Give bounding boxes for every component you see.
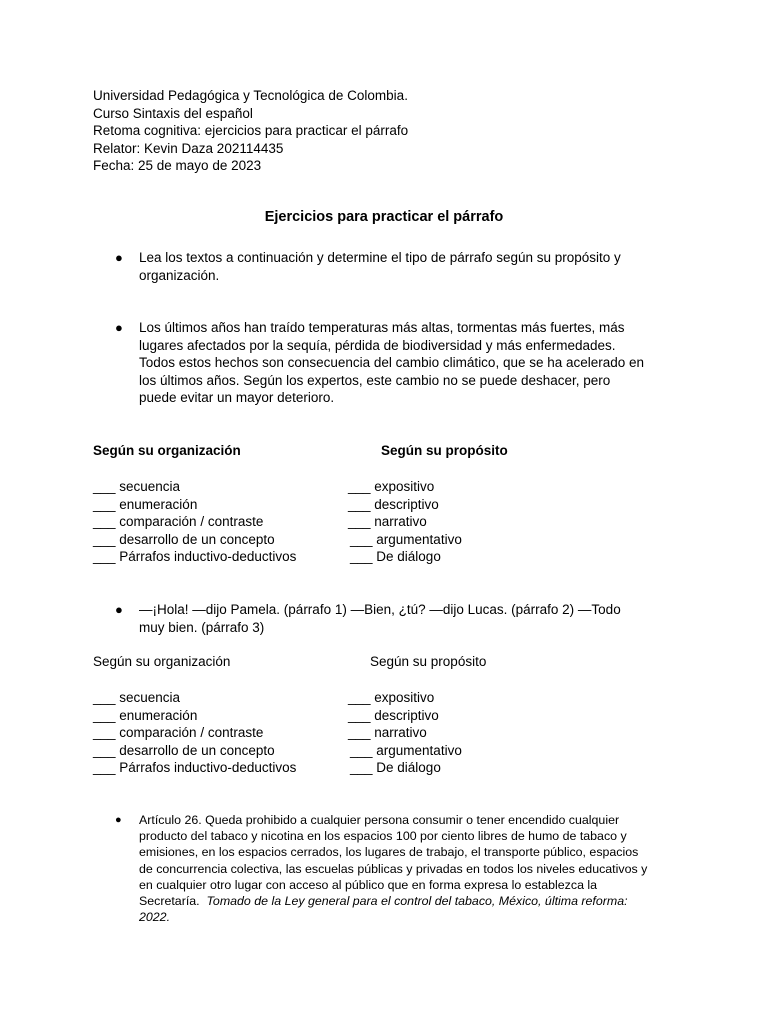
- exercise1-org-option[interactable]: ___ enumeración: [93, 496, 198, 512]
- exercise2-line: —¡Hola! —dijo Pamela. (párrafo 1) —Bien, ¿tú? —dijo Lucas. (párrafo 2) —Todo: [139, 602, 621, 617]
- exercise3-plain-text: Secretaría.: [139, 894, 200, 908]
- exercise2-org-option[interactable]: ___ secuencia: [93, 690, 181, 705]
- exercise1-line: los últimos años. Según los expertos, este cambio no se puede deshacer, pero: [139, 372, 611, 388]
- exercise1-org-option[interactable]: ___ Párrafos inductivo-deductivos: [93, 549, 297, 565]
- exercise2-purpose-option[interactable]: ___ argumentativo: [350, 742, 462, 758]
- exercise2-org-option[interactable]: ___ comparación / contraste: [93, 725, 264, 741]
- exercise1-org-heading: Según su organización: [93, 443, 241, 458]
- header-date: Fecha: 25 de mayo de 2023: [93, 158, 262, 174]
- exercise2-purpose-option[interactable]: ___ De diálogo: [350, 760, 441, 776]
- exercise1-purpose-option[interactable]: ___ narrativo: [348, 514, 427, 530]
- exercise1-line: Los últimos años han traído temperaturas más altas, tormentas más fuertes, más: [139, 320, 625, 335]
- exercise1-line: puede evitar un mayor deterioro.: [139, 390, 335, 406]
- instruction-line: organización.: [139, 267, 220, 283]
- instruction-line: Lea los textos a continuación y determine el tipo de párrafo según su propósito y: [139, 250, 621, 265]
- exercise2-org-option[interactable]: ___ Párrafos inductivo-deductivos: [93, 760, 297, 776]
- header-author: Relator: Kevin Daza 202114435: [93, 140, 284, 156]
- exercise1-purpose-option[interactable]: ___ De diálogo: [350, 549, 441, 565]
- exercise2-purpose-option[interactable]: ___ descriptivo: [348, 707, 439, 723]
- exercise3-source-citation: Tomado de la Ley general para el control del tabaco, México, última reforma:: [206, 894, 628, 908]
- exercise3-line: producto del tabaco y nicotina en los espacios 100 por ciento libres de humo de tabaco y: [139, 829, 627, 844]
- exercise3-line: emisiones, en los espacios cerrados, los lugares de trabajo, el transporte público, espacios: [139, 845, 639, 860]
- exercise1-line: Todos estos hechos son consecuencia del cambio climático, que se ha acelerado en: [139, 355, 645, 371]
- exercise3-line: [139, 893, 628, 909]
- bullet-icon: ●: [115, 602, 123, 617]
- exercise1-line: lugares afectados por la sequía, pérdida de biodiversidad y más enfermedades.: [139, 337, 616, 353]
- exercise2-purpose-option[interactable]: ___ narrativo: [348, 725, 427, 741]
- exercise2-line: muy bien. (párrafo 3): [139, 619, 265, 635]
- bullet-icon: ●: [115, 814, 122, 826]
- header-course: Curso Sintaxis del español: [93, 105, 253, 121]
- exercise1-purpose-heading: Según su propósito: [381, 443, 508, 458]
- exercise1-purpose-option[interactable]: ___ expositivo: [348, 479, 435, 494]
- exercise2-purpose-heading: Según su propósito: [370, 654, 487, 669]
- exercise1-purpose-option[interactable]: ___ argumentativo: [350, 531, 462, 547]
- exercise3-line: en cualquier otro lugar con acceso al público que en forma expresa lo establezca la: [139, 877, 598, 892]
- exercise1-org-option[interactable]: ___ secuencia: [93, 479, 181, 494]
- exercise1-org-option[interactable]: ___ desarrollo de un concepto: [93, 531, 275, 547]
- bullet-icon: ●: [115, 250, 123, 265]
- exercise2-purpose-option[interactable]: ___ expositivo: [348, 690, 435, 705]
- exercise1-purpose-option[interactable]: ___ descriptivo: [348, 496, 439, 512]
- bullet-icon: ●: [115, 320, 123, 335]
- page-title: Ejercicios para practicar el párrafo: [264, 209, 504, 225]
- exercise2-org-option[interactable]: ___ desarrollo de un concepto: [93, 742, 275, 758]
- exercise3-line: de concurrencia colectiva, las escuelas públicas y privadas en todos los niveles educativos y: [139, 861, 648, 876]
- exercise3-source-year: 2022.: [139, 910, 171, 925]
- exercise1-org-option[interactable]: ___ comparación / contraste: [93, 514, 264, 530]
- header-university: Universidad Pedagógica y Tecnológica de Colombia.: [93, 88, 408, 103]
- exercise3-line: Artículo 26. Queda prohibido a cualquier persona consumir o tener encendido cualquier: [139, 813, 620, 827]
- exercise2-org-heading: Según su organización: [93, 654, 231, 669]
- exercise2-org-option[interactable]: ___ enumeración: [93, 707, 198, 723]
- header-topic: Retoma cognitiva: ejercicios para practicar el párrafo: [93, 123, 409, 139]
